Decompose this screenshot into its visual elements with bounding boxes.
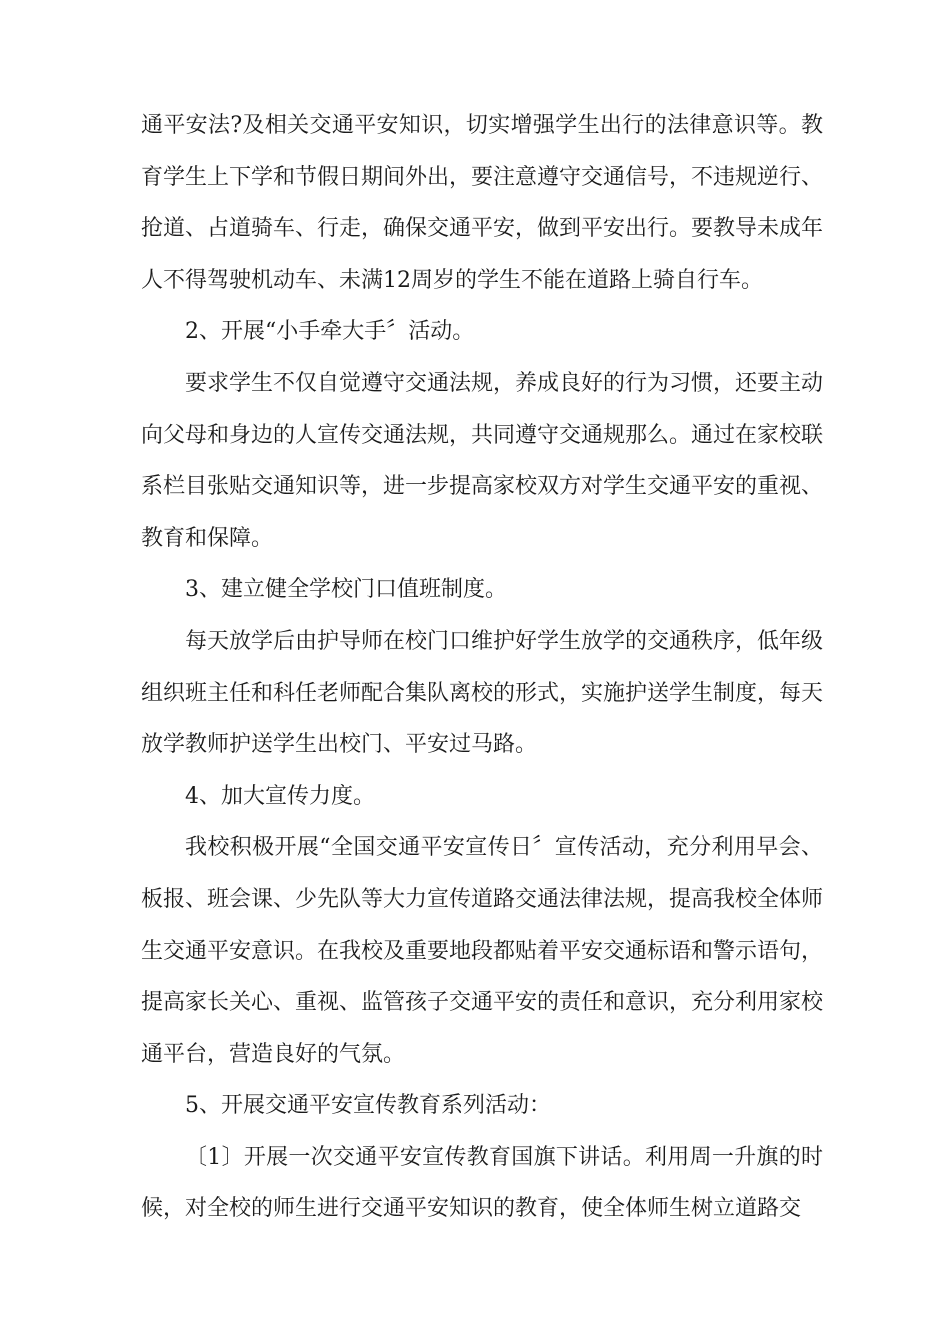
paragraph-8-heading: 5、开展交通平安宣传教育系列活动： [185, 1093, 551, 1119]
paragraph-1: 通平安法?及相关交通平安知识，切实增强学生出行的法律意识等。教育学生上下学和节假日期间外出，要注意遵守交通信号，不违规逆行、抢道、占道骑车、行走，确保交通平安，做到平安出行。要教导未成年人不得驾驶机动车、未满12周岁的学生不能在道路上骑自行车。 [141, 113, 824, 293]
paragraph-2-heading: 2、开展“小手牵大手〞活动。 [185, 319, 475, 345]
paragraph-3: 要求学生不仅自觉遵守交通法规，养成良好的行为习惯，还要主动向父母和身边的人宣传交通法规，共同遵守交通规那么。通过在家校联系栏目张贴交通知识等，进一步提高家校双方对学生交通平安的重视、教育和保障。 [141, 370, 824, 551]
paragraph-5: 每天放学后由护导师在校门口维护好学生放学的交通秩序，低年级组织班主任和科任老师配合集队离校的形式，实施护送学生制度，每天放学教师护送学生出校门、平安过马路。 [141, 628, 824, 758]
paragraph-6-heading: 4、加大宣传力度。 [185, 783, 375, 809]
paragraph-4-heading: 3、建立健全学校门口值班制度。 [185, 577, 507, 603]
document-body [141, 100, 823, 1235]
paragraph-7: 我校积极开展“全国交通平安宣传日〞宣传活动，充分利用早会、板报、班会课、少先队等大力宣传道路交通法律法规，提高我校全体师生交通平安意识。在我校及重要地段都贴着平安交通标语和警示语句，提高家长关心、重视、监管孩子交通平安的责任和意识，充分利用家校通平台，营造良好的气氛。 [141, 835, 824, 1067]
paragraph-9: 〔1〕开展一次交通平安宣传教育国旗下讲话。利用周一升旗的时候，对全校的师生进行交通平安知识的教育，使全体师生树立道路交 [141, 1144, 823, 1222]
